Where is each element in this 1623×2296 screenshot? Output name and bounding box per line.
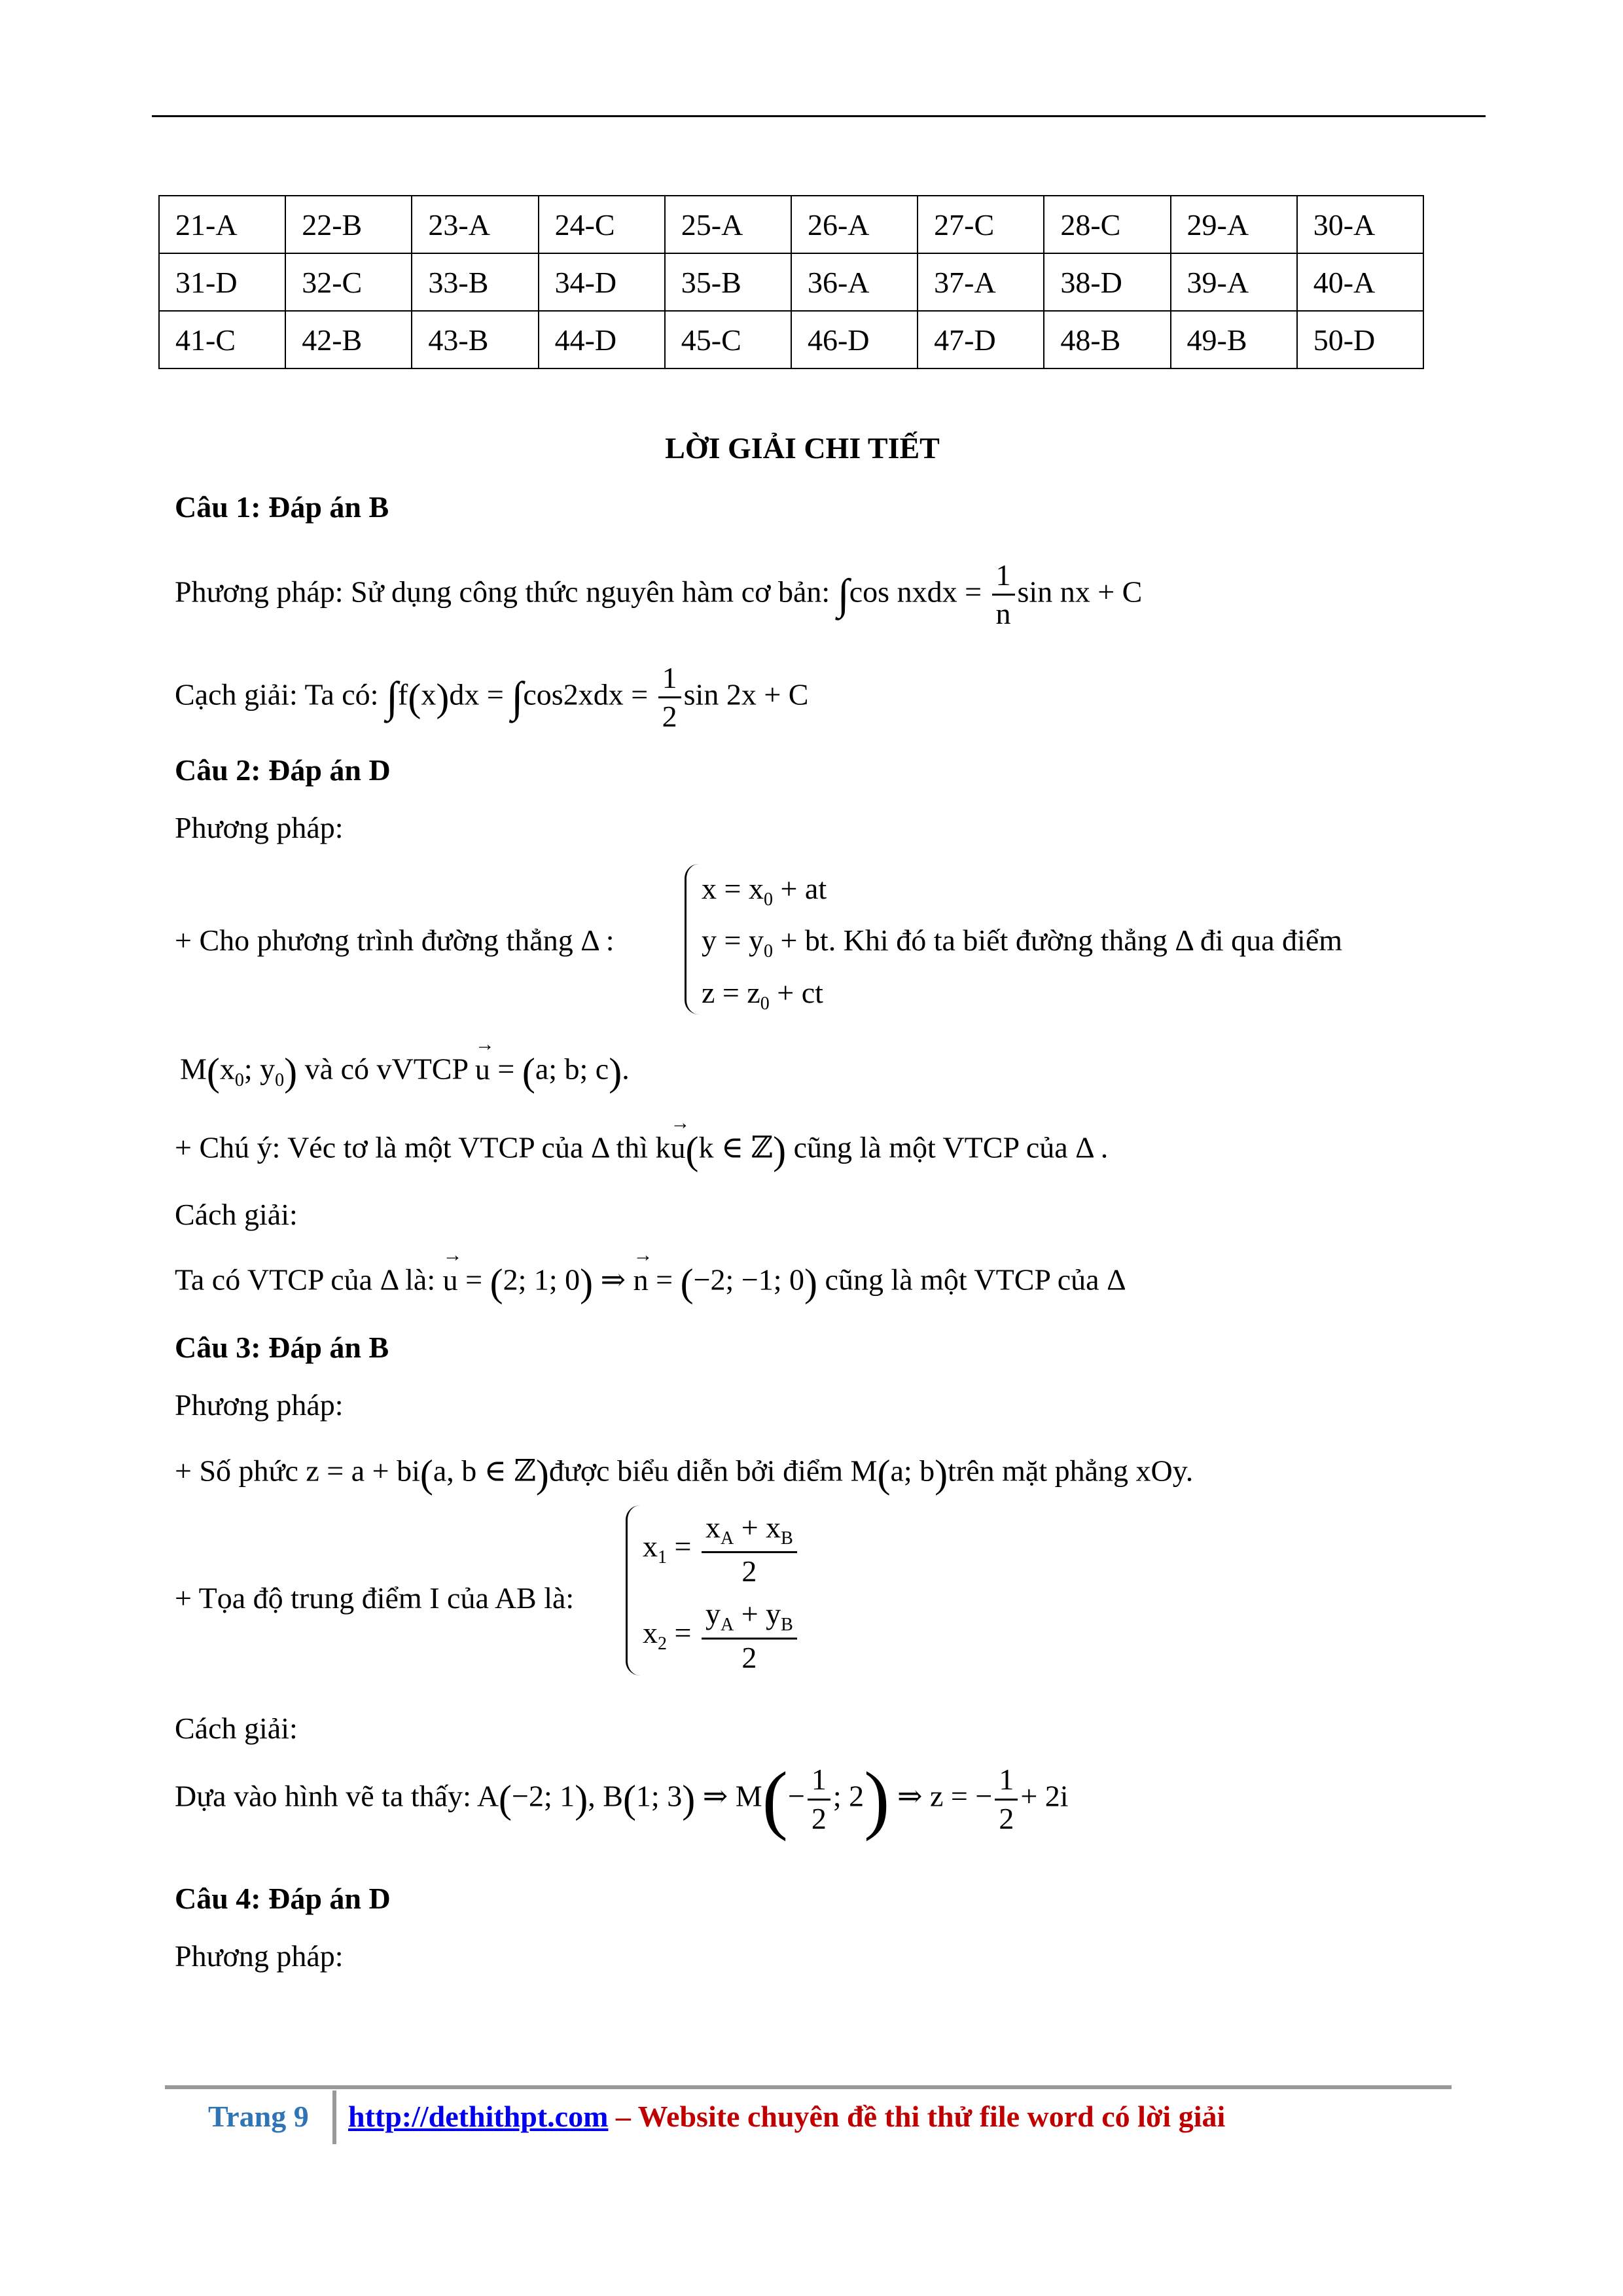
answer-cell: 26-A bbox=[791, 196, 918, 253]
q2-line1: + Cho phương trình đường thẳng Δ : bbox=[175, 924, 615, 957]
site-link[interactable]: http://dethithpt.com bbox=[348, 2100, 609, 2133]
q3-x1: $x_1$ = $\frac{x_A + x_B}{2}$ bbox=[643, 1512, 800, 1587]
q2-system-brace bbox=[685, 864, 700, 1014]
footer-text bbox=[348, 2099, 1225, 2134]
answer-cell: 21-A bbox=[159, 196, 285, 253]
vector-u: → u bbox=[670, 1133, 685, 1163]
q3-solution-label: Cách giải: bbox=[175, 1712, 298, 1745]
answer-cell: 25-A bbox=[665, 196, 791, 253]
q1-method-label: Phương pháp: Sử dụng công thức nguyên hàm cơ bản: bbox=[175, 575, 830, 609]
header-rule bbox=[152, 115, 1486, 117]
q2-note: + Chú ý: Véc tơ là một VTCP của Δ thì k→ u(k ∈ ℤ) cũng là một VTCP của Δ . bbox=[175, 1131, 1108, 1170]
answer-cell: 30-A bbox=[1297, 196, 1423, 253]
answer-cell: 40-A bbox=[1297, 253, 1423, 311]
q1-method-fraction: $\frac{1}{n}$ bbox=[992, 560, 1015, 630]
footer-rule bbox=[165, 2085, 1452, 2089]
q1-method bbox=[175, 560, 1142, 630]
answer-cell: 46-D bbox=[791, 311, 918, 368]
answer-row bbox=[159, 311, 1423, 368]
answer-cell: 44-D bbox=[539, 311, 665, 368]
answer-cell: 33-B bbox=[412, 253, 538, 311]
answer-cell: 31-D bbox=[159, 253, 285, 311]
answer-cell: 38-D bbox=[1044, 253, 1170, 311]
q2-system-row-2: $y = y_0$ + bt. Khi đó ta biết đường thẳng Δ đi qua điểm bbox=[702, 924, 1343, 962]
answer-cell: 50-D bbox=[1297, 311, 1423, 368]
footer-tagline: – Website chuyên đề thi thử file word có lời giải bbox=[608, 2100, 1226, 2133]
q1-solution-fraction: $\frac{1}{2}$ bbox=[658, 662, 681, 733]
integral-sign: ∫ bbox=[511, 673, 524, 721]
answer-cell: 22-B bbox=[285, 196, 412, 253]
q2-point-line: $M(x_0$; $y_0$) và có vVTCP → u = (a; b; c). bbox=[180, 1052, 630, 1092]
q1-heading: Câu 1: Đáp án B bbox=[175, 490, 389, 524]
answer-cell: 34-D bbox=[539, 253, 665, 311]
q3-heading: Câu 3: Đáp án B bbox=[175, 1331, 389, 1364]
q1-method-rhs: sin nx + C bbox=[1017, 575, 1143, 609]
answer-cell: 27-C bbox=[918, 196, 1044, 253]
answer-cell: 48-B bbox=[1044, 311, 1170, 368]
answer-row bbox=[159, 253, 1423, 311]
answer-cell: 47-D bbox=[918, 311, 1044, 368]
q3-solution: Dựa vào hình vẽ ta thấy: A(−2; 1), B(1; 3) ⇒ M(− $\frac{1}{2}$ ; 2) ⇒ z = − $\frac{1}{2}$ + 2i bbox=[175, 1756, 1069, 1842]
q3-system-brace bbox=[626, 1505, 641, 1676]
vector-u: → u bbox=[475, 1054, 490, 1085]
answer-key-table bbox=[158, 195, 1424, 369]
answer-cell: 49-B bbox=[1171, 311, 1297, 368]
q1-solution: Cạch giải: Ta có: ∫f(x)dx = ∫cos2xdx = $\frac{1}{2}$ sin 2x + C bbox=[175, 661, 809, 734]
q3-method-label: Phương pháp: bbox=[175, 1388, 344, 1422]
answer-cell: 45-C bbox=[665, 311, 791, 368]
q3-midpoint-label: + Tọa độ trung điểm I của AB là: bbox=[175, 1581, 575, 1615]
q4-heading: Câu 4: Đáp án D bbox=[175, 1882, 391, 1915]
vector-n: → n bbox=[633, 1265, 649, 1295]
answer-cell: 37-A bbox=[918, 253, 1044, 311]
q2-solution-label: Cách giải: bbox=[175, 1198, 298, 1231]
answer-cell: 42-B bbox=[285, 311, 412, 368]
q2-method-label: Phương pháp: bbox=[175, 811, 344, 844]
q2-system-row-1: $x = x_0$ + at bbox=[702, 872, 827, 910]
answer-cell: 36-A bbox=[791, 253, 918, 311]
q1-solution-label: Cạch giải: Ta có: bbox=[175, 677, 379, 711]
q2-heading: Câu 2: Đáp án D bbox=[175, 753, 391, 787]
integral-sign: ∫ bbox=[837, 570, 849, 619]
answer-cell: 23-A bbox=[412, 196, 538, 253]
q2-solution: Ta có VTCP của Δ là: → u = (2; 1; 0) ⇒ → n = (−2; −1; 0) cũng là một VTCP của Δ bbox=[175, 1263, 1126, 1302]
q1-method-lhs: cos nxdx = bbox=[849, 575, 982, 609]
page-number: Trang 9 bbox=[208, 2100, 309, 2133]
footer-separator bbox=[332, 2090, 336, 2144]
answer-cell: 35-B bbox=[665, 253, 791, 311]
q4-method-label: Phương pháp: bbox=[175, 1939, 344, 1973]
answer-cell: 24-C bbox=[539, 196, 665, 253]
integral-sign: ∫ bbox=[385, 673, 399, 721]
answer-cell: 32-C bbox=[285, 253, 412, 311]
q3-complex-line: + Số phức z = a + bi(a, b ∈ ℤ)được biểu diễn bởi điểm M(a; b)trên mặt phẳng xOy. bbox=[175, 1452, 1194, 1496]
answer-cell: 41-C bbox=[159, 311, 285, 368]
q2-system-row-3: $z = z_0$ + ct bbox=[702, 976, 823, 1014]
page-title: LỜI GIẢI CHI TIẾT bbox=[665, 431, 940, 465]
answer-cell: 39-A bbox=[1171, 253, 1297, 311]
answer-cell: 43-B bbox=[412, 311, 538, 368]
vector-u: → u bbox=[443, 1265, 458, 1295]
answer-cell: 29-A bbox=[1171, 196, 1297, 253]
q3-x2: $x_2$ = $\frac{y_A + y_B}{2}$ bbox=[643, 1598, 800, 1674]
answer-cell: 28-C bbox=[1044, 196, 1170, 253]
answer-row bbox=[159, 196, 1423, 253]
